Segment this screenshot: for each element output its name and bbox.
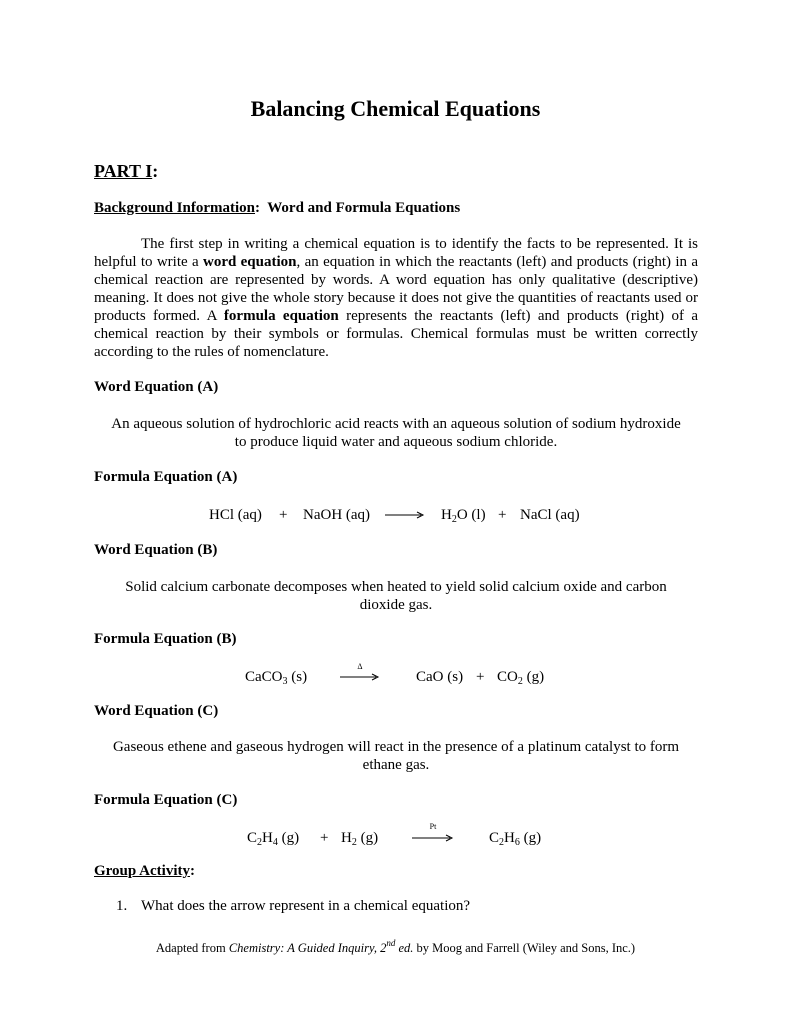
- formula-a-reactant-2: NaOH (aq): [303, 507, 371, 523]
- group-activity-label: Group Activity: [94, 863, 190, 879]
- footer-sup: nd: [386, 938, 396, 948]
- word-equation-b-text: [94, 578, 698, 614]
- reaction-arrow-icon: [385, 508, 425, 522]
- reaction-arrow-icon: [412, 831, 454, 845]
- group-activity-heading: [94, 863, 195, 880]
- word-equation-a-line2: to produce liquid water and aqueous sodium chloride.: [234, 434, 558, 450]
- formula-c-product-1-sub-2: 6: [514, 837, 520, 848]
- formula-equation-c-heading: Formula Equation (C): [94, 792, 238, 808]
- background-heading: [94, 200, 460, 217]
- footer-citation: [0, 938, 791, 956]
- word-equation-c-heading: Word Equation (C): [94, 703, 219, 719]
- intro-text-3: represents the reactants (left) and products (right) of a chemical reaction by their symbols or formulas. Chemical formulas must be written correctly according to the rules of nomenclature.: [94, 308, 698, 360]
- footer-post: by Moog and Farrell (Wiley and Sons, Inc.): [413, 941, 636, 955]
- formula-c-reactant-1-sub-2: 4: [272, 837, 278, 848]
- formula-c-reactant-1-sub-1: 2: [257, 837, 263, 848]
- formula-a-reactant-1: HCl (aq): [209, 507, 262, 523]
- formula-a-product-1: [441, 507, 486, 524]
- intro-bold-word-equation: word equation: [202, 254, 297, 270]
- question-1-number: 1.: [116, 898, 128, 914]
- formula-c-reactant-2: [341, 830, 378, 847]
- formula-b-reactant-1: [245, 669, 307, 686]
- formula-c-reactant-2-a: H: [341, 830, 352, 846]
- formula-c-reactant-1-b: H: [262, 830, 273, 846]
- footer-pre: Adapted from: [155, 941, 229, 955]
- formula-c-condition: Pt: [429, 822, 437, 831]
- formula-b-plus: +: [476, 669, 485, 685]
- word-equation-c-line1: Gaseous ethene and gaseous hydrogen will react in the presence of a platinum catalyst to form: [112, 739, 680, 755]
- intro-bold-formula-equation: formula equation: [223, 308, 339, 324]
- reaction-arrow-icon: [340, 670, 380, 684]
- word-equation-c-line2: ethane gas.: [362, 757, 430, 773]
- formula-c-reactant-2-b: (g): [356, 830, 379, 846]
- formula-a-product-2: NaCl (aq): [520, 507, 580, 523]
- part-label: PART I: [94, 161, 153, 181]
- intro-paragraph: [94, 235, 698, 361]
- formula-c-reactant-1: [247, 830, 299, 847]
- word-equation-a-line1: An aqueous solution of hydrochloric acid reacts with an aqueous solution of sodium hydroxide: [111, 416, 681, 432]
- background-subject: Word and Formula Equations: [267, 200, 461, 216]
- formula-equation-a-heading: Formula Equation (A): [94, 469, 238, 485]
- word-equation-a-text: [94, 415, 698, 451]
- question-1-text: What does the arrow represent in a chemical equation?: [141, 898, 471, 914]
- part-colon: :: [152, 161, 159, 181]
- formula-b-condition: Δ: [357, 662, 363, 671]
- intro-text-1: The first step in writing a chemical equation is to identify the facts to be represented. It is helpful to write a: [94, 236, 698, 270]
- intro-text-2: , an equation in which the reactants (left) and products (right) in a chemical reaction are represented by words. A word equation has only qualitative (descriptive) meaning. It does not give the whole story because it does not give the quantities of reactants used or products formed. A: [94, 254, 698, 324]
- formula-b-product-2: [497, 669, 544, 686]
- formula-b-product-2-a: CO: [497, 669, 518, 685]
- formula-a-plus-1: +: [279, 507, 288, 523]
- word-equation-a-heading: Word Equation (A): [94, 379, 219, 395]
- formula-b-reactant-1-sub: 3: [282, 676, 288, 687]
- page-title: Balancing Chemical Equations: [250, 96, 541, 121]
- formula-c-reactant-2-sub: 2: [351, 837, 357, 848]
- background-sep: :: [255, 200, 261, 216]
- question-1: [116, 898, 470, 915]
- footer-ed: ed.: [395, 941, 414, 955]
- formula-b-reactant-1-a: CaCO: [245, 669, 283, 685]
- formula-a-product-1-b: O (l): [456, 507, 486, 523]
- formula-c-product-1-b: H: [504, 830, 515, 846]
- formula-b-product-1: CaO (s): [416, 669, 464, 685]
- background-label: Background Information: [94, 200, 256, 216]
- formula-c-arrow: [412, 822, 454, 850]
- word-equation-b-line2: dioxide gas.: [359, 597, 433, 613]
- formula-b-product-2-b: (g): [522, 669, 545, 685]
- word-equation-c-text: [94, 738, 698, 774]
- formula-a-product-1-sub: 2: [451, 514, 457, 525]
- word-equation-b-heading: Word Equation (B): [94, 542, 218, 558]
- part-heading: [94, 161, 158, 182]
- formula-b-product-2-sub: 2: [517, 676, 523, 687]
- formula-c-product-1: [489, 830, 541, 847]
- formula-c-product-1-c: (g): [519, 830, 542, 846]
- formula-equation-b-heading: Formula Equation (B): [94, 631, 237, 647]
- formula-c-product-1-a: C: [489, 830, 500, 846]
- group-activity-colon: :: [189, 863, 195, 879]
- formula-b-arrow: [340, 662, 380, 689]
- formula-a-arrow: [385, 508, 425, 527]
- formula-b-reactant-1-b: (s): [287, 669, 308, 685]
- formula-a-plus-2: +: [498, 507, 507, 523]
- formula-c-reactant-1-a: C: [247, 830, 258, 846]
- word-equation-b-line1: Solid calcium carbonate decomposes when heated to yield solid calcium oxide and carbon: [125, 579, 667, 595]
- formula-c-product-1-sub-1: 2: [499, 837, 505, 848]
- formula-a-product-1-a: H: [441, 507, 452, 523]
- formula-c-reactant-1-c: (g): [277, 830, 300, 846]
- footer-book: Chemistry: A Guided Inquiry, 2: [228, 941, 387, 955]
- formula-c-plus: +: [320, 830, 329, 846]
